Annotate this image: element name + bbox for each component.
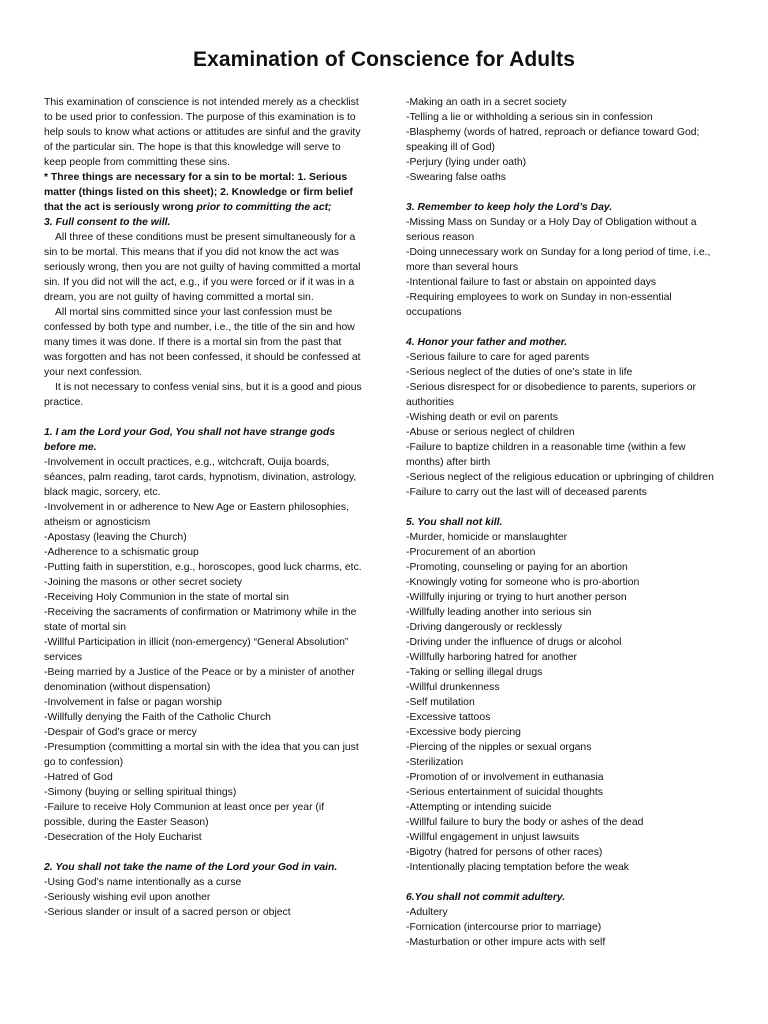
section-heading: 4. Honor your father and mother. [406, 337, 568, 348]
list-item: -Despair of God’s grace or mercy [44, 727, 197, 738]
section-commandment-3 [406, 200, 724, 320]
list-item: -Intentionally placing temptation before the weak [406, 862, 629, 873]
list-item: -Blasphemy (words of hatred, reproach or defiance toward God; speaking ill of God) [406, 127, 700, 153]
list-item: -Missing Mass on Sunday or a Holy Day of Obligation without a serious reason [406, 217, 697, 243]
list-item: -Driving dangerously or recklessly [406, 622, 562, 633]
list-item: -Piercing of the nipples or sexual organs [406, 742, 592, 753]
section-heading: 1. I am the Lord your God, You shall not have strange gods before me. [44, 427, 335, 453]
list-item: -Involvement in false or pagan worship [44, 697, 222, 708]
list-item: -Knowingly voting for someone who is pro-abortion [406, 577, 640, 588]
list-item: -Attempting or intending suicide [406, 802, 552, 813]
list-item: -Receiving the sacraments of confirmation or Matrimony while in the state of mortal sin [44, 607, 357, 633]
list-item: -Self mutilation [406, 697, 475, 708]
list-item: -Seriously wishing evil upon another [44, 892, 211, 903]
list-item: -Presumption (committing a mortal sin with the idea that you can just go to confession) [44, 742, 359, 768]
list-item: -Serious neglect of the duties of one’s state in life [406, 367, 633, 378]
section-heading: 3. Remember to keep holy the Lord’s Day. [406, 202, 613, 213]
list-item: -Driving under the influence of drugs or alcohol [406, 637, 622, 648]
list-item: -Making an oath in a secret society [406, 97, 567, 108]
list-item: -Procurement of an abortion [406, 547, 536, 558]
list-item: -Failure to baptize children in a reasonable time (within a few months) after birth [406, 442, 686, 468]
list-item: -Hatred of God [44, 772, 113, 783]
list-item: -Joining the masons or other secret society [44, 577, 243, 588]
list-item: -Failure to carry out the last will of deceased parents [406, 487, 647, 498]
list-item: -Excessive body piercing [406, 727, 521, 738]
list-item: -Being married by a Justice of the Peace or by a minister of another denomination (without dispensation) [44, 667, 355, 693]
list-item: -Involvement in occult practices, e.g., witchcraft, Ouija boards, séances, palm reading, tarot cards, hypnotism, divination, astrology, black magic, sorcery, etc. [44, 457, 357, 498]
section-commandment-2-continued [406, 95, 724, 185]
list-item: -Telling a lie or withholding a serious sin in confession [406, 112, 653, 123]
list-item: -Willfully harboring hatred for another [406, 652, 577, 663]
list-item: -Failure to receive Holy Communion at least once per year (if possible, during the Easter Season) [44, 802, 325, 828]
list-item: -Serious disrespect for or disobedience to parents, superiors or authorities [406, 382, 696, 408]
intro-paragraph: This examination of conscience is not intended merely as a checklist to be used prior to confession. The purpose of this examination is to help souls to know what actions or attitudes are sinful and the gravity of the particular sin. The hope is that this knowledge will serve to keep people from committing these sins. [44, 97, 361, 168]
list-item: -Promoting, counseling or paying for an abortion [406, 562, 628, 573]
list-item: -Willful failure to bury the body or ashes of the dead [406, 817, 644, 828]
list-item: -Receiving Holy Communion in the state of mortal sin [44, 592, 289, 603]
list-item: -Willful engagement in unjust lawsuits [406, 832, 580, 843]
confession-paragraph: All mortal sins committed since your last confession must be confessed by both type and number, i.e., the title of the sin and how many times it was done. If there is a mortal sin from the past that was forgotten and has not been confessed, it should be confessed at your next confession. [44, 307, 361, 378]
venial-paragraph: It is not necessary to confess venial sins, but it is a good and pious practice. [44, 382, 362, 408]
list-item: -Willful drunkenness [406, 682, 500, 693]
mortal-conditions-prior: prior to committing the act; [196, 202, 332, 213]
list-item: -Doing unnecessary work on Sunday for a long period of time, i.e., more than several hours [406, 247, 711, 273]
list-item: -Willful Participation in illicit (non-emergency) “General Absolution” services [44, 637, 349, 663]
list-item: -Fornication (intercourse prior to marriage) [406, 922, 602, 933]
section-heading: 6.You shall not commit adultery. [406, 892, 566, 903]
list-item: -Willfully leading another into serious sin [406, 607, 592, 618]
list-item: -Using God’s name intentionally as a curse [44, 877, 242, 888]
list-item: -Adultery [406, 907, 448, 918]
list-item: -Abuse or serious neglect of children [406, 427, 575, 438]
list-item: -Apostasy (leaving the Church) [44, 532, 187, 543]
mortal-sin-conditions [44, 170, 362, 230]
list-item: -Promotion of or involvement in euthanasia [406, 772, 604, 783]
section-commandment-5 [406, 515, 724, 875]
list-item: -Serious neglect of the religious education or upbringing of children [406, 472, 714, 483]
page-title: Examination of Conscience for Adults [192, 48, 576, 71]
list-item: -Putting faith in superstition, e.g., horoscopes, good luck charms, etc. [44, 562, 362, 573]
list-item: -Serious failure to care for aged parents [406, 352, 590, 363]
list-item: -Sterilization [406, 757, 464, 768]
list-item: -Serious entertainment of suicidal thoughts [406, 787, 603, 798]
list-item: -Desecration of the Holy Eucharist [44, 832, 202, 843]
list-item: -Serious slander or insult of a sacred person or object [44, 907, 291, 918]
mortal-conditions-consent: 3. Full consent to the will. [44, 217, 171, 228]
list-item: -Swearing false oaths [406, 172, 506, 183]
section-commandment-2 [44, 860, 362, 920]
list-item: -Willfully injuring or trying to hurt another person [406, 592, 627, 603]
list-item: -Wishing death or evil on parents [406, 412, 558, 423]
list-item: -Requiring employees to work on Sunday in non-essential occupations [406, 292, 672, 318]
section-commandment-1 [44, 425, 362, 845]
list-item: -Taking or selling illegal drugs [406, 667, 543, 678]
section-heading: 5. You shall not kill. [406, 517, 503, 528]
mortal-conditions-text: * Three things are necessary for a sin to be mortal: 1. Serious matter (things listed on this sheet); 2. Knowledge or firm belief that the act is seriously wrong [44, 172, 353, 213]
list-item: -Masturbation or other impure acts with self [406, 937, 606, 948]
list-item: -Bigotry (hatred for persons of other races) [406, 847, 603, 858]
list-item: -Perjury (lying under oath) [406, 157, 527, 168]
list-item: -Simony (buying or selling spiritual things) [44, 787, 237, 798]
list-item: -Murder, homicide or manslaughter [406, 532, 568, 543]
conditions-paragraph: All three of these conditions must be present simultaneously for a sin to be mortal. This means that if you did not know the act was seriously wrong, then you are not guilty of having committed a mortal sin. If you did not will the act, e.g., if you were forced or if it was in a dream, you are not guilty of having committed a mortal sin. [44, 232, 361, 303]
list-item: -Willfully denying the Faith of the Catholic Church [44, 712, 271, 723]
list-item: -Involvement in or adherence to New Age or Eastern philosophies, atheism or agnosticism [44, 502, 349, 528]
section-commandment-6 [406, 890, 724, 950]
list-item: -Intentional failure to fast or abstain on appointed days [406, 277, 657, 288]
section-heading: 2. You shall not take the name of the Lord your God in vain. [44, 862, 338, 873]
list-item: -Excessive tattoos [406, 712, 491, 723]
list-item: -Adherence to a schismatic group [44, 547, 199, 558]
left-column [44, 95, 362, 920]
right-column [406, 95, 724, 950]
section-commandment-4 [406, 335, 724, 500]
